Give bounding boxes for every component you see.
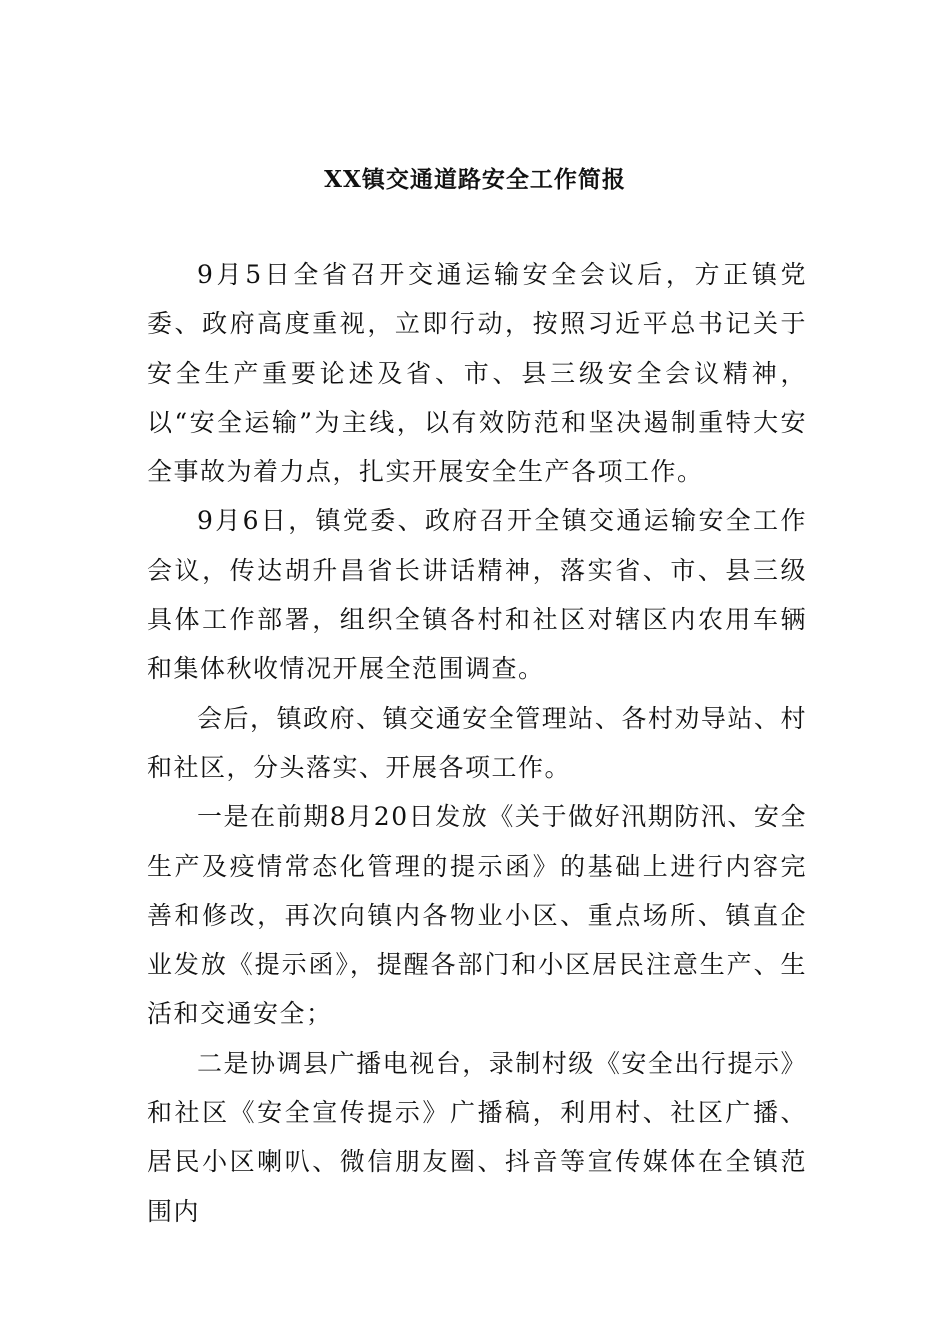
document-title: XX镇交通道路安全工作简报 [324,166,626,193]
paragraph-2: 9月6日，镇党委、政府召开全镇交通运输安全工作会议，传达胡升昌省长讲话精神，落实省、市、县三级具体工作部署，组织全镇各村和社区对辖区内农用车辆和集体秋收情况开展全范围调查。 [147,506,807,684]
document-body [147,250,807,1236]
paragraph-3: 会后，镇政府、镇交通安全管理站、各村劝导站、村和社区，分头落实、开展各项工作。 [147,703,807,782]
paragraph-5: 二是协调县广播电视台，录制村级《安全出行提示》和社区《安全宣传提示》广播稿，利用村、社区广播、居民小区喇叭、微信朋友圈、抖音等宣传媒体在全镇范围内 [147,1048,807,1226]
paragraph-1: 9月5日全省召开交通运输安全会议后，方正镇党委、政府高度重视，立即行动，按照习近平总书记关于安全生产重要论述及省、市、县三级安全会议精神，以“安全运输”为主线，以有效防范和坚决遏制重特大安全事故为着力点，扎实开展安全生产各项工作。 [147,260,807,487]
paragraph-4: 一是在前期8月20日发放《关于做好汛期防汛、安全生产及疫情常态化管理的提示函》的基础上进行内容完善和修改，再次向镇内各物业小区、重点场所、镇直企业发放《提示函》，提醒各部门和小区居民注意生产、生活和交通安全； [147,802,807,1029]
